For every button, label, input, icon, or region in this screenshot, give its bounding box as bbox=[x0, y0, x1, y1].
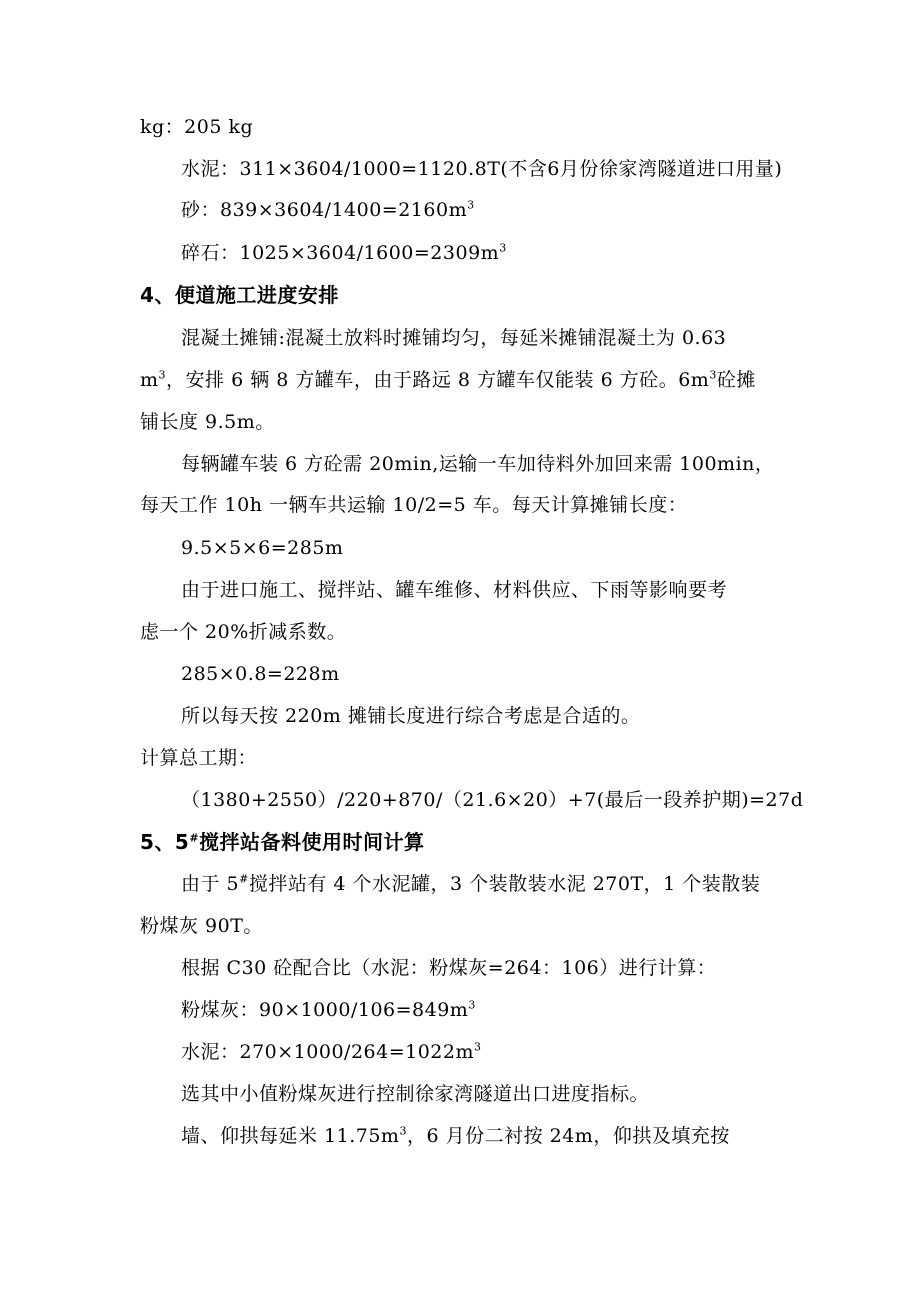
text-line: 所以每天按 220m 摊铺长度进行综合考虑是合适的。 bbox=[181, 705, 641, 727]
text-line: 水泥：$270\times 1000/264=1022m^3$ bbox=[181, 1040, 482, 1063]
text-line: 285×0.8=228m bbox=[181, 663, 340, 685]
text-line: 铺长度 9.5m。 bbox=[140, 411, 275, 433]
text-line: （1380+2550）/220+870/（21.6×20）+7(最后一段养护期)=27d bbox=[181, 789, 804, 811]
text-line: 虑一个 20%折减系数。 bbox=[140, 621, 347, 643]
text-line: 选其中小值粉煤灰进行控制徐家湾隧道出口进度指标。 bbox=[181, 1083, 650, 1105]
text-line: kg：205 kg bbox=[140, 116, 254, 138]
text-line: 混凝土摊铺:混凝土放料时摊铺均匀，每延米摊铺混凝土为 0.63 bbox=[181, 327, 727, 349]
section-heading: 4、便道施工进度安排 bbox=[140, 283, 339, 307]
text-line: 墙、仰拱每延米 $11.75m^3$，6 月份二衬按 24m，仰拱及填充按 bbox=[181, 1124, 730, 1147]
text-line: 水泥：311×3604/1000=1120.8T(不含6月份徐家湾隧道进口用量) bbox=[181, 158, 783, 180]
text-line: 碎石：$1025\times 3604/1600=2309m^3$ bbox=[181, 241, 507, 264]
section-heading: 5、5#搅拌站备料使用时间计算 bbox=[140, 830, 425, 854]
text-line: 粉煤灰：$90\times 1000/106=849m^3$ bbox=[181, 998, 476, 1021]
text-line: 9.5×5×6=285m bbox=[181, 537, 344, 559]
text-line: 每辆罐车装 6 方砼需 20min,运输一车加待料外加回来需 100min， bbox=[181, 453, 775, 475]
text-line: 由于进口施工、搅拌站、罐车维修、材料供应、下雨等影响要考 bbox=[181, 579, 728, 601]
text-line: 计算总工期： bbox=[140, 747, 258, 769]
text-line: $m^3$，安排 6 辆 8 方罐车，由于路远 8 方罐车仅能装 6 方砼。$6m^3$砼摊 bbox=[140, 368, 756, 391]
text-line: 每天工作 10h 一辆车共运输 10/2=5 车。每天计算摊铺长度： bbox=[140, 494, 688, 516]
text-line: 由于 5#搅拌站有 4 个水泥罐，3 个装散装水泥 270T，1 个装散装 bbox=[181, 872, 761, 895]
text-line: 砂：$839\times 3604/1400=2160m^3$ bbox=[181, 198, 475, 221]
text-line: 粉煤灰 90T。 bbox=[140, 915, 263, 937]
text-line: 根据 C30 砼配合比（水泥：粉煤灰=264：106）进行计算： bbox=[181, 957, 717, 979]
